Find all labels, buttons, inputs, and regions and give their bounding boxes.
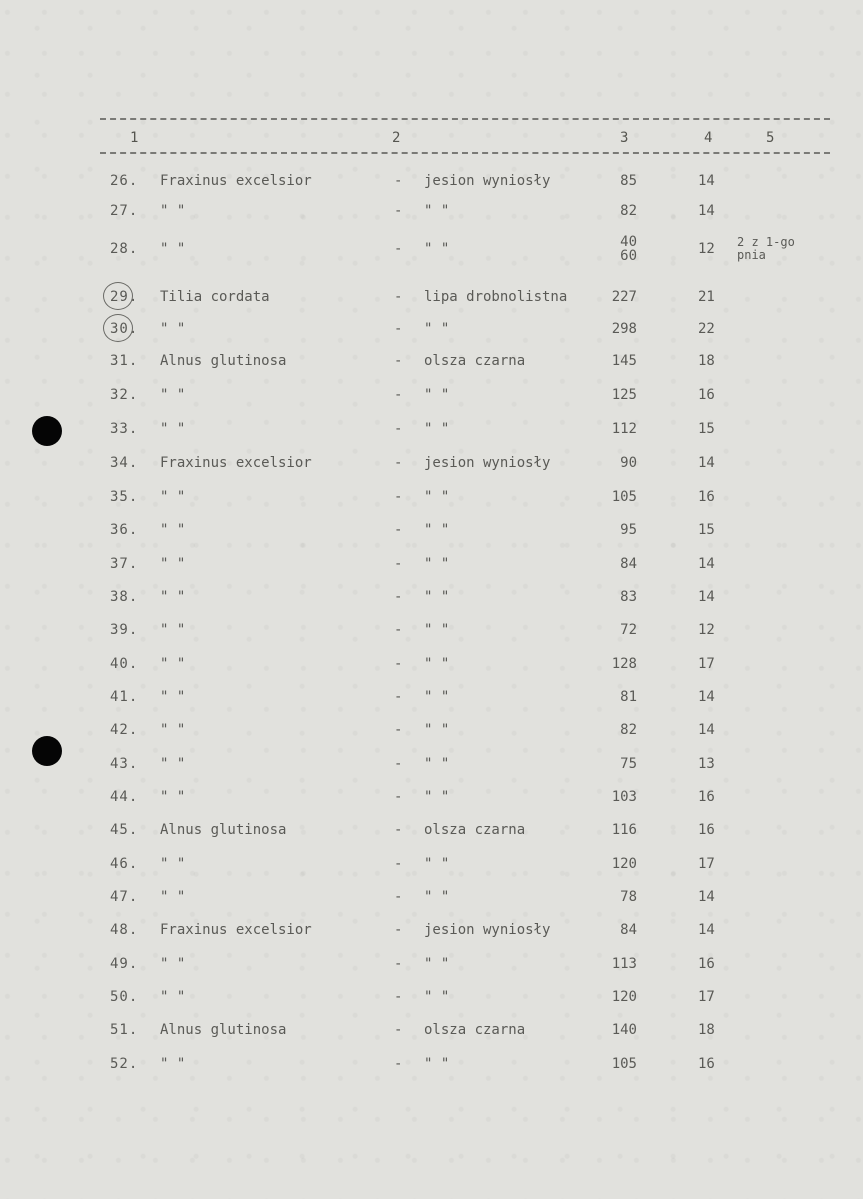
row-number: 47. xyxy=(110,889,139,905)
header-col-1: 1 xyxy=(130,130,139,146)
separator-dash: - xyxy=(394,756,403,772)
latin-name: " " xyxy=(160,856,186,872)
latin-name: " " xyxy=(160,656,186,672)
separator-dash: - xyxy=(394,522,403,538)
latin-name: Alnus glutinosa xyxy=(160,1022,287,1038)
height-value: 16 xyxy=(698,789,715,805)
polish-name: " " xyxy=(424,656,450,672)
diameter-value: 40 xyxy=(620,234,637,250)
height-value: 15 xyxy=(698,421,715,437)
height-value: 15 xyxy=(698,522,715,538)
polish-name: jesion wyniosły xyxy=(424,922,551,938)
polish-name: " " xyxy=(424,989,450,1005)
row-number: 41. xyxy=(110,689,139,705)
table-row xyxy=(0,486,863,510)
latin-name: Fraxinus excelsior xyxy=(160,455,312,471)
height-value: 16 xyxy=(698,489,715,505)
separator-dash: - xyxy=(394,1056,403,1072)
separator-dash: - xyxy=(394,722,403,738)
table-row xyxy=(0,1019,863,1043)
table-row xyxy=(0,719,863,743)
height-value: 13 xyxy=(698,756,715,772)
diameter-value: 83 xyxy=(620,589,637,605)
latin-name: " " xyxy=(160,489,186,505)
latin-name: " " xyxy=(160,387,186,403)
row-number: 27. xyxy=(110,203,139,219)
polish-name: " " xyxy=(424,241,450,257)
diameter-value: 82 xyxy=(620,722,637,738)
table-row xyxy=(0,234,863,264)
height-value: 14 xyxy=(698,203,715,219)
latin-name: " " xyxy=(160,421,186,437)
height-value: 14 xyxy=(698,589,715,605)
height-value: 16 xyxy=(698,387,715,403)
polish-name: " " xyxy=(424,722,450,738)
table-row xyxy=(0,519,863,543)
diameter-value: 116 xyxy=(611,822,637,838)
header-col-3: 3 xyxy=(620,130,629,146)
row-number: 40. xyxy=(110,656,139,672)
diameter-value: 90 xyxy=(620,455,637,471)
polish-name: " " xyxy=(424,556,450,572)
separator-dash: - xyxy=(394,173,403,189)
height-value: 18 xyxy=(698,353,715,369)
polish-name: " " xyxy=(424,622,450,638)
latin-name: " " xyxy=(160,889,186,905)
table-row xyxy=(0,586,863,610)
separator-dash: - xyxy=(394,889,403,905)
latin-name: " " xyxy=(160,203,186,219)
separator-dash: - xyxy=(394,656,403,672)
polish-name: " " xyxy=(424,689,450,705)
row-number: 32. xyxy=(110,387,139,403)
diameter-value: 227 xyxy=(611,289,637,305)
diameter-value: 72 xyxy=(620,622,637,638)
remarks-line-2: pnia xyxy=(737,248,766,262)
polish-name: " " xyxy=(424,421,450,437)
remarks-line-1: 2 z 1-go xyxy=(737,235,795,249)
table-row xyxy=(0,819,863,843)
latin-name: Fraxinus excelsior xyxy=(160,173,312,189)
polish-name: " " xyxy=(424,956,450,972)
diameter-value: 81 xyxy=(620,689,637,705)
row-number: 43. xyxy=(110,756,139,772)
row-number: 26. xyxy=(110,173,139,189)
separator-dash: - xyxy=(394,622,403,638)
height-value: 21 xyxy=(698,289,715,305)
separator-dash: - xyxy=(394,589,403,605)
diameter-value: 105 xyxy=(611,489,637,505)
diameter-value: 103 xyxy=(611,789,637,805)
polish-name: " " xyxy=(424,489,450,505)
table-header xyxy=(100,118,830,154)
row-number: 51. xyxy=(110,1022,139,1038)
polish-name: lipa drobnolistna xyxy=(424,289,568,305)
row-number: 30. xyxy=(110,321,139,337)
latin-name: Fraxinus excelsior xyxy=(160,922,312,938)
latin-name: " " xyxy=(160,241,186,257)
row-number: 35. xyxy=(110,489,139,505)
separator-dash: - xyxy=(394,922,403,938)
separator-dash: - xyxy=(394,1022,403,1038)
diameter-stack xyxy=(605,235,637,263)
row-number: 48. xyxy=(110,922,139,938)
polish-name: " " xyxy=(424,203,450,219)
diameter-value: 85 xyxy=(620,173,637,189)
latin-name: " " xyxy=(160,956,186,972)
table-row xyxy=(0,953,863,977)
latin-name: " " xyxy=(160,556,186,572)
polish-name: jesion wyniosły xyxy=(424,173,551,189)
polish-name: jesion wyniosły xyxy=(424,455,551,471)
polish-name: " " xyxy=(424,789,450,805)
separator-dash: - xyxy=(394,289,403,305)
row-number: 42. xyxy=(110,722,139,738)
separator-dash: - xyxy=(394,203,403,219)
polish-name: " " xyxy=(424,522,450,538)
table-row xyxy=(0,786,863,810)
latin-name: Alnus glutinosa xyxy=(160,822,287,838)
diameter-value: 84 xyxy=(620,556,637,572)
diameter-value: 298 xyxy=(611,321,637,337)
diameter-value: 113 xyxy=(611,956,637,972)
table-row xyxy=(0,350,863,374)
table-row xyxy=(0,286,863,310)
diameter-value: 78 xyxy=(620,889,637,905)
polish-name: " " xyxy=(424,387,450,403)
table-row xyxy=(0,919,863,943)
diameter-value: 140 xyxy=(611,1022,637,1038)
polish-name: olsza czarna xyxy=(424,1022,526,1038)
height-value: 16 xyxy=(698,1056,715,1072)
separator-dash: - xyxy=(394,455,403,471)
diameter-value: 95 xyxy=(620,522,637,538)
table-row xyxy=(0,619,863,643)
height-value: 17 xyxy=(698,989,715,1005)
row-number: 39. xyxy=(110,622,139,638)
latin-name: " " xyxy=(160,789,186,805)
diameter-value: 128 xyxy=(611,656,637,672)
table-row xyxy=(0,384,863,408)
row-number: 34. xyxy=(110,455,139,471)
diameter-value: 112 xyxy=(611,421,637,437)
latin-name: Alnus glutinosa xyxy=(160,353,287,369)
row-number: 33. xyxy=(110,421,139,437)
height-value: 14 xyxy=(698,922,715,938)
separator-dash: - xyxy=(394,489,403,505)
table-row xyxy=(0,653,863,677)
polish-name: " " xyxy=(424,1056,450,1072)
separator-dash: - xyxy=(394,321,403,337)
row-number: 44. xyxy=(110,789,139,805)
table-row xyxy=(0,686,863,710)
table-row xyxy=(0,553,863,577)
polish-name: " " xyxy=(424,321,450,337)
row-number: 31. xyxy=(110,353,139,369)
height-value: 12 xyxy=(698,241,715,257)
row-number: 46. xyxy=(110,856,139,872)
latin-name: " " xyxy=(160,756,186,772)
row-number: 29. xyxy=(110,289,139,305)
separator-dash: - xyxy=(394,789,403,805)
diameter-value-second: 60 xyxy=(620,248,637,264)
height-value: 22 xyxy=(698,321,715,337)
height-value: 17 xyxy=(698,656,715,672)
remarks xyxy=(737,236,795,262)
latin-name: " " xyxy=(160,1056,186,1072)
row-number: 37. xyxy=(110,556,139,572)
polish-name: " " xyxy=(424,889,450,905)
diameter-value: 120 xyxy=(611,989,637,1005)
polish-name: " " xyxy=(424,589,450,605)
table-row xyxy=(0,418,863,442)
latin-name: " " xyxy=(160,321,186,337)
handwritten-circle-mark xyxy=(103,282,133,310)
row-number: 50. xyxy=(110,989,139,1005)
table-row xyxy=(0,200,863,224)
height-value: 18 xyxy=(698,1022,715,1038)
latin-name: " " xyxy=(160,722,186,738)
latin-name: " " xyxy=(160,589,186,605)
height-value: 14 xyxy=(698,889,715,905)
row-number: 52. xyxy=(110,1056,139,1072)
diameter-value: 125 xyxy=(611,387,637,403)
row-number: 28. xyxy=(110,241,139,257)
table-row xyxy=(0,170,863,194)
header-col-5: 5 xyxy=(766,130,775,146)
latin-name: " " xyxy=(160,622,186,638)
latin-name: " " xyxy=(160,522,186,538)
row-number: 45. xyxy=(110,822,139,838)
height-value: 14 xyxy=(698,689,715,705)
table-row xyxy=(0,853,863,877)
diameter-value: 105 xyxy=(611,1056,637,1072)
polish-name: " " xyxy=(424,756,450,772)
separator-dash: - xyxy=(394,556,403,572)
diameter-value: 120 xyxy=(611,856,637,872)
separator-dash: - xyxy=(394,421,403,437)
polish-name: olsza czarna xyxy=(424,353,526,369)
separator-dash: - xyxy=(394,956,403,972)
latin-name: " " xyxy=(160,989,186,1005)
polish-name: " " xyxy=(424,856,450,872)
latin-name: Tilia cordata xyxy=(160,289,270,305)
height-value: 14 xyxy=(698,455,715,471)
table-row xyxy=(0,1053,863,1077)
table-row xyxy=(0,753,863,777)
separator-dash: - xyxy=(394,387,403,403)
polish-name: olsza czarna xyxy=(424,822,526,838)
height-value: 14 xyxy=(698,722,715,738)
row-number: 49. xyxy=(110,956,139,972)
table-row xyxy=(0,986,863,1010)
height-value: 14 xyxy=(698,556,715,572)
separator-dash: - xyxy=(394,822,403,838)
height-value: 16 xyxy=(698,956,715,972)
separator-dash: - xyxy=(394,989,403,1005)
table-row xyxy=(0,452,863,476)
diameter-value: 84 xyxy=(620,922,637,938)
separator-dash: - xyxy=(394,353,403,369)
height-value: 17 xyxy=(698,856,715,872)
separator-dash: - xyxy=(394,856,403,872)
handwritten-circle-mark xyxy=(103,314,133,342)
height-value: 16 xyxy=(698,822,715,838)
diameter-value: 82 xyxy=(620,203,637,219)
diameter-value: 145 xyxy=(611,353,637,369)
header-col-4: 4 xyxy=(704,130,713,146)
diameter-value: 75 xyxy=(620,756,637,772)
separator-dash: - xyxy=(394,689,403,705)
height-value: 14 xyxy=(698,173,715,189)
latin-name: " " xyxy=(160,689,186,705)
row-number: 36. xyxy=(110,522,139,538)
header-col-2: 2 xyxy=(392,130,401,146)
separator-dash: - xyxy=(394,241,403,257)
table-row xyxy=(0,886,863,910)
row-number: 38. xyxy=(110,589,139,605)
table-row xyxy=(0,318,863,342)
height-value: 12 xyxy=(698,622,715,638)
